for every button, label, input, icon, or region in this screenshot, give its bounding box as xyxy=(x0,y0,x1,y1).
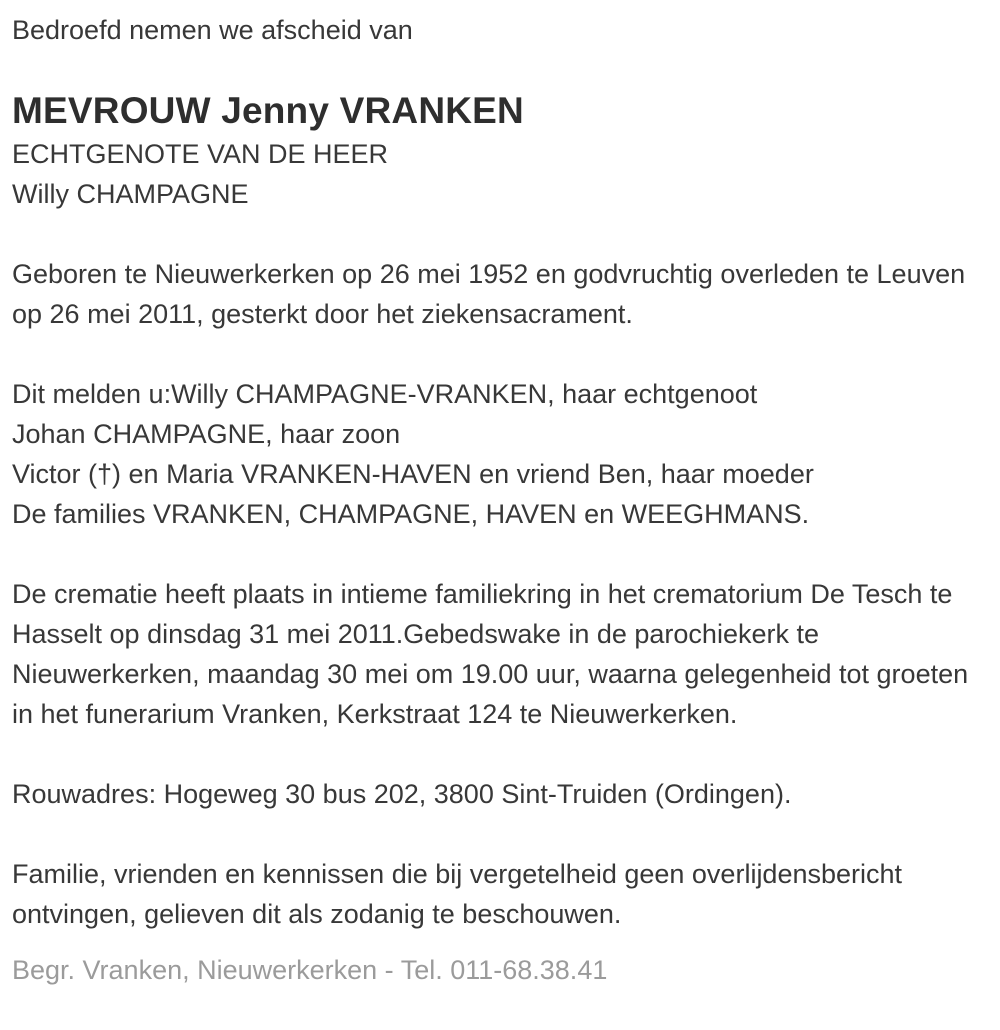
announcer-line: Dit melden u:Willy CHAMPAGNE-VRANKEN, haar echtgenoot xyxy=(12,379,758,409)
announcer-line: Victor (†) en Maria VRANKEN-HAVEN en vriend Ben, haar moeder xyxy=(12,459,814,489)
spouse-name: Willy CHAMPAGNE xyxy=(12,179,249,209)
birth-death-paragraph: Geboren te Nieuwerkerken op 26 mei 1952 en godvruchtig overleden te Leuven op 26 mei 2011, gesterkt door het ziekensacrament. xyxy=(12,259,966,329)
announcer-line: De families VRANKEN, CHAMPAGNE, HAVEN en WEEGHMANS. xyxy=(12,499,810,529)
ceremony-paragraph: De crematie heeft plaats in intieme familiekring in het crematorium De Tesch te Hasselt op dinsdag 31 mei 2011.Gebedswake in de parochiekerk te Nieuwerkerken, maandag 30 mei om 19.00 uur, waarna gelegenheid tot groeten in het funerarium Vranken, Kerkstraat 124 te Nieuwerkerken. xyxy=(12,579,969,729)
mourning-address: Rouwadres: Hogeweg 30 bus 202, 3800 Sint-Truiden (Ordingen). xyxy=(12,779,792,809)
announcers-block xyxy=(12,374,986,534)
apology-paragraph: Familie, vrienden en kennissen die bij vergetelheid geen overlijdensbericht ontvingen, gelieven dit als zodanig te beschouwen. xyxy=(12,859,903,929)
relation-title: ECHTGENOTE VAN DE HEER xyxy=(12,139,389,169)
intro-line: Bedroefd nemen we afscheid van xyxy=(12,15,413,45)
funeral-home-footer: Begr. Vranken, Nieuwerkerken - Tel. 011-68.38.41 xyxy=(12,955,608,985)
deceased-name: MEVROUW Jenny VRANKEN xyxy=(12,90,524,131)
announcer-line: Johan CHAMPAGNE, haar zoon xyxy=(12,419,401,449)
